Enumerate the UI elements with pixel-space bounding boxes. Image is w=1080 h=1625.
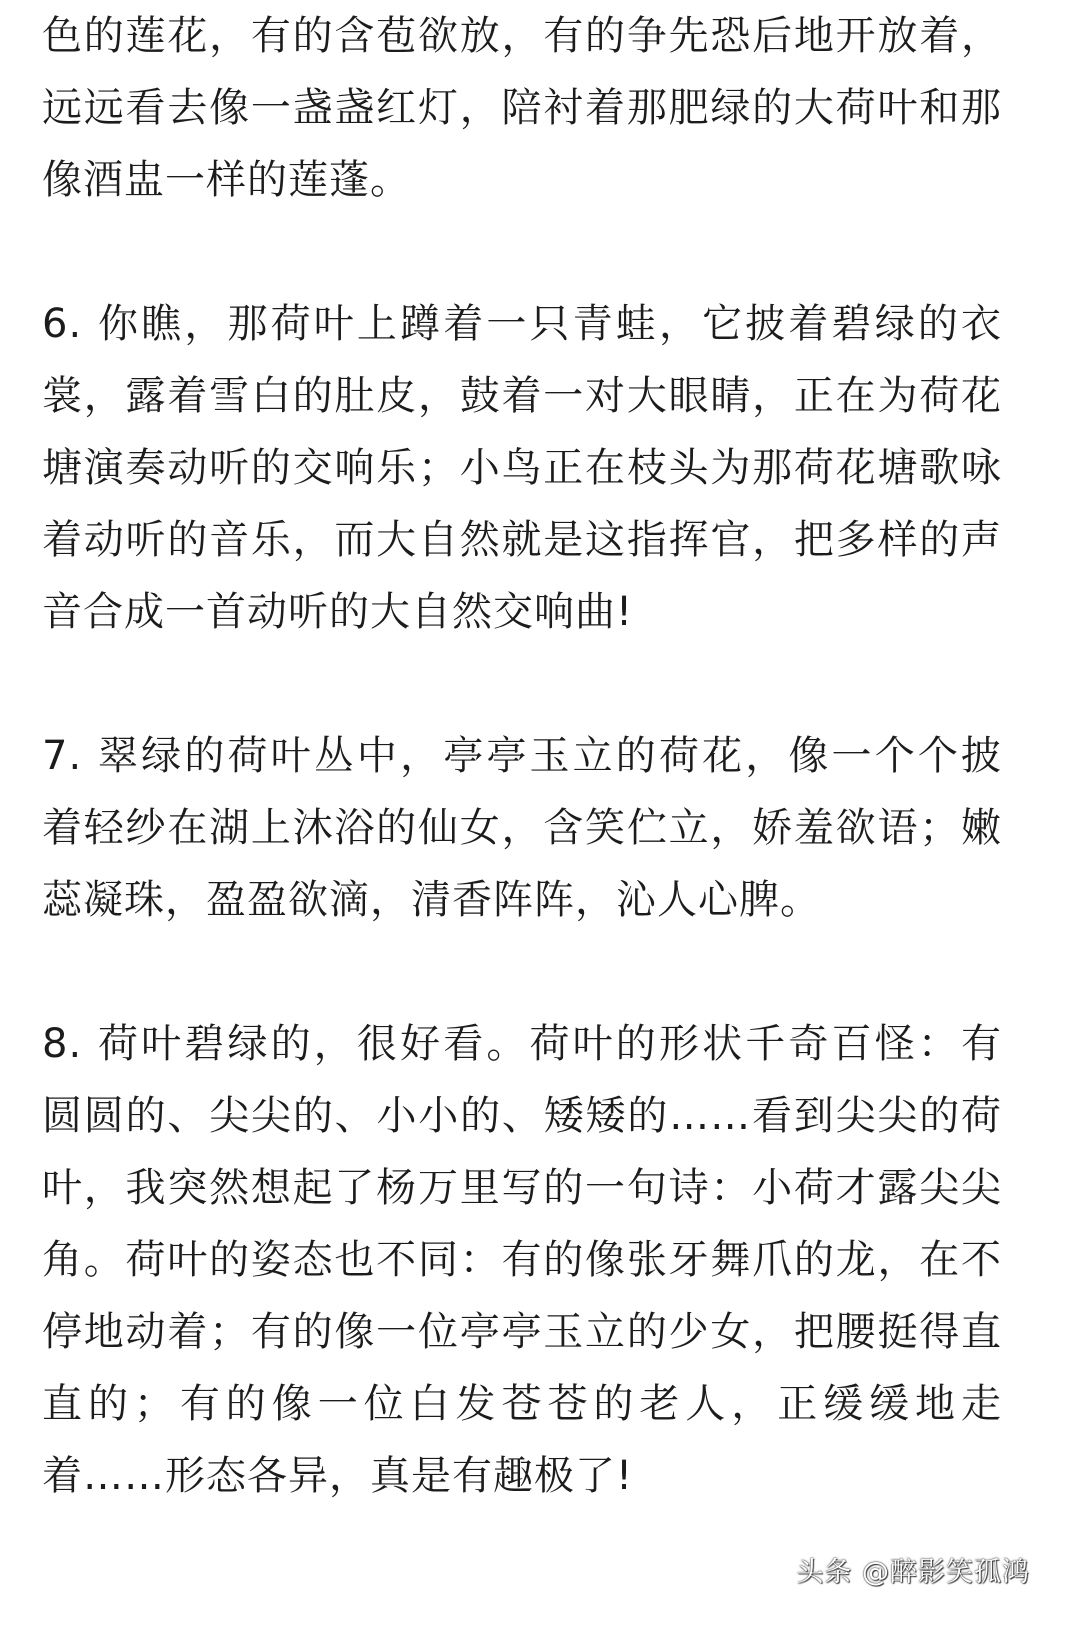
text-line: 着动听的音乐，而大自然就是这指挥官，把多样的声 [42,517,1002,563]
text-line: 角。荷叶的姿态也不同：有的像张牙舞爪的龙，在不 [42,1237,1002,1283]
text-line: 6. 你瞧，那荷叶上蹲着一只青蛙，它披着碧绿的衣 [42,301,1002,347]
text-line: 圆圆的、尖尖的、小小的、矮矮的……看到尖尖的荷 [42,1093,1002,1139]
text-line: 着轻纱在湖上沐浴的仙女，含笑伫立，娇羞欲语；嫩 [42,805,1002,851]
text-line: 色的莲花，有的含苞欲放，有的争先恐后地开放着， [42,13,1002,59]
text-line: 停地动着；有的像一位亭亭玉立的少女，把腰挺得直 [42,1309,1002,1355]
text-line: 7. 翠绿的荷叶丛中，亭亭玉立的荷花，像一个个披 [42,733,1002,779]
paragraph-6 [42,288,1002,648]
watermark: 头条 @醉影笑孤鸿 [796,1557,1030,1588]
text-line: 远远看去像一盏盏红灯，陪衬着那肥绿的大荷叶和那 [42,85,1002,131]
text-line: 像酒盅一样的莲蓬。 [42,157,411,203]
text-line: 8. 荷叶碧绿的，很好看。荷叶的形状千奇百怪：有 [42,1021,1002,1067]
text-line: 直的；有的像一位白发苍苍的老人，正缓缓地走 [42,1381,1002,1427]
text-line: 蕊凝珠，盈盈欲滴，清香阵阵，沁人心脾。 [42,877,821,923]
text-line: 塘演奏动听的交响乐；小鸟正在枝头为那荷花塘歌咏 [42,445,1002,491]
text-line: 叶，我突然想起了杨万里写的一句诗：小荷才露尖尖 [42,1165,1002,1211]
text-line: 着……形态各异，真是有趣极了! [42,1453,634,1499]
text-line: 裳，露着雪白的肚皮，鼓着一对大眼睛，正在为荷花 [42,373,1002,419]
article-body [42,0,1002,1512]
paragraph-7 [42,720,1002,936]
paragraph-8 [42,1008,1002,1512]
paragraph-continued [42,0,1002,216]
text-line: 音合成一首动听的大自然交响曲! [42,589,634,635]
